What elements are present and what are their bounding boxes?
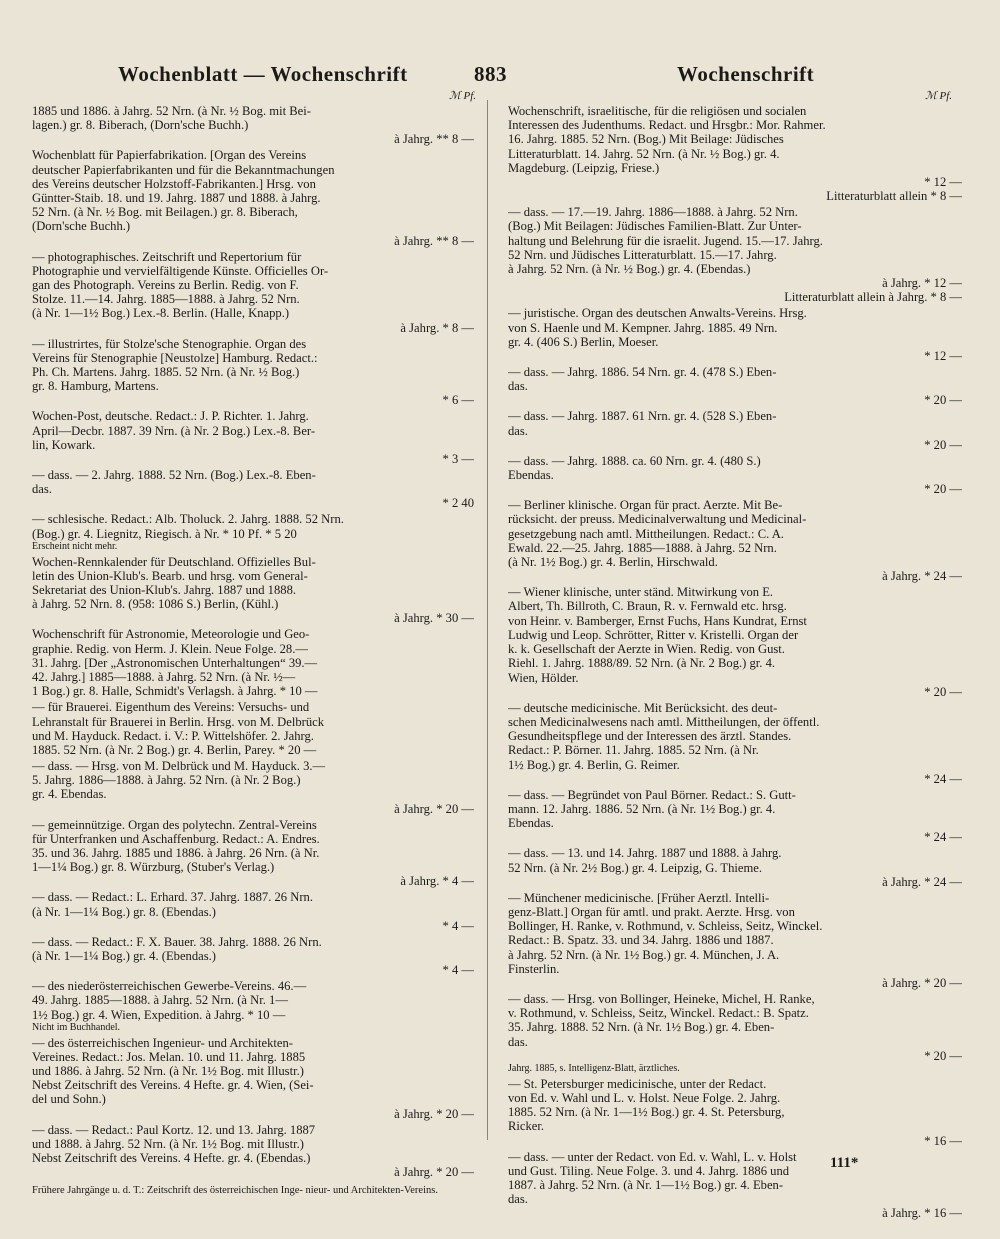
entry-line: haltung und Belehrung für die israelit. Jugend. 15.—17. Jahrg.	[508, 233, 823, 248]
entry-line: April—Decbr. 1887. 39 Nrn. (à Nr. 2 Bog.) Lex.-8. Ber-	[32, 423, 316, 438]
entry-line: Ph. Ch. Martens. Jahrg. 1885. 52 Nrn. (à Nr. ½ Bog.)	[32, 365, 300, 380]
catalog-entry	[508, 585, 962, 699]
entry-line: 52 Nrn. (à Nr. 2½ Bog.) gr. 4. Leipzig, G. Thieme.	[508, 860, 763, 875]
entry-note: Jahrg. 1885, s. Intelligenz-Blatt, ärztliches.	[508, 1062, 680, 1074]
entry-line: — schlesische. Redact.: Alb. Tholuck. 2. Jahrg. 1888. 52 Nrn.	[32, 512, 344, 527]
entry-line: — dass. — 17.—19. Jahrg. 1886—1888. à Jahrg. 52 Nrn.	[508, 205, 798, 220]
entry-price: à Jahrg. * 24 —	[882, 569, 962, 584]
entry-line: Bollinger, H. Ranke, v. Rothmund, v. Schleiss, Seitz, Winckel.	[508, 919, 823, 934]
entry-line: 52 Nrn. (à Nr. ½ Bog. mit Beilagen.) gr. 8. Biberach,	[32, 205, 298, 220]
entry-line: 1½ Bog.) gr. 4. Wien, Expedition. à Jahrg. * 10 —	[32, 1007, 286, 1022]
entry-line: lin, Kowark.	[32, 437, 96, 452]
entry-line: — deutsche medicinische. Mit Berücksicht. des deut-	[508, 700, 778, 715]
entry-line: 35. und 36. Jahrg. 1885 und 1886. à Jahrg. 26 Nrn. (à Nr.	[32, 845, 320, 860]
entry-line: — dass. — Jahrg. 1888. ca. 60 Nrn. gr. 4. (480 S.)	[508, 453, 761, 468]
entry-line: — gemeinnützige. Organ des polytechn. Zentral-Vereins	[32, 817, 317, 832]
entry-line: Vereins für Stenographie [Neustolze] Hamburg. Redact.:	[32, 350, 318, 365]
entry-line: — dass. — Hrsg. von Bollinger, Heineke, Michel, H. Ranke,	[508, 991, 815, 1006]
entry-line: Ebendas.	[508, 816, 554, 831]
entry-line: 1885 und 1886. à Jahrg. 52 Nrn. (à Nr. ½ Bog. mit Bei-	[32, 104, 311, 118]
entry-line: — dass. — Jahrg. 1887. 61 Nrn. gr. 4. (528 S.) Eben-	[508, 409, 777, 424]
entry-line: und Gust. Tiling. Neue Folge. 3. und 4. Jahrg. 1886 und	[508, 1163, 790, 1178]
catalog-entry	[32, 818, 474, 889]
catalog-entry	[508, 454, 962, 497]
entry-line: gesetzgebung nach amtl. Mittheilungen. Redact.: C. A.	[508, 526, 784, 541]
entry-note: Nicht im Buchhandel.	[32, 1021, 121, 1033]
entry-line: (à Nr. 1½ Bog.) gr. 4. Berlin, Hirschwald.	[508, 555, 718, 570]
catalog-entry	[32, 890, 474, 933]
entry-line: — St. Petersburger medicinische, unter der Redact.	[508, 1076, 767, 1091]
entry-line: à Jahrg. 52 Nrn. (à Nr. ½ Bog.) gr. 4. (Ebendas.)	[508, 262, 751, 277]
entry-line: von Heinr. v. Bamberger, Ernst Fuchs, Hans Kundrat, Ernst	[508, 613, 807, 628]
entry-line: gan des Photograph. Vereins zu Berlin. Redig. von F.	[32, 278, 299, 293]
running-head-left: Wochenblatt — Wochenschrift	[118, 62, 408, 86]
catalog-entry	[508, 409, 962, 452]
entry-line: Photographie und vervielfältigende Künste. Officielles Or-	[32, 263, 329, 278]
entry-line: und M. Hayduck. Redact. i. V.: P. Wittelshöfer. 2. Jahrg.	[32, 728, 314, 743]
entry-price: à Jahrg. * 24 —	[882, 874, 962, 889]
entry-line: und 1886. à Jahrg. 52 Nrn. (à Nr. 1½ Bog. mit Illustr.)	[32, 1063, 304, 1078]
entry-price: * 12 —	[924, 175, 962, 190]
entry-line: das.	[508, 1192, 528, 1207]
catalog-entry	[508, 992, 962, 1075]
entry-line: (à Nr. 1—1½ Bog.) Lex.-8. Berlin. (Halle, Knapp.)	[32, 306, 290, 321]
entry-line: Interessen des Judenthums. Redact. und Hrsgbr.: Mor. Rahmer.	[508, 118, 826, 133]
catalog-entry	[32, 337, 474, 408]
entry-price: * 24 —	[924, 830, 962, 845]
entry-line: des Vereins deutscher Holzstoff-Fabrikanten.] Hrsg. von	[32, 176, 316, 191]
catalog-entry	[508, 205, 962, 304]
entry-line: — dass. — Redact.: F. X. Bauer. 38. Jahrg. 1888. 26 Nrn.	[32, 934, 322, 949]
entry-line: à Jahrg. 52 Nrn. 8. (958: 1086 S.) Berlin, (Kühl.)	[32, 597, 279, 612]
entry-line: gr. 4. Ebendas.	[32, 787, 107, 802]
entry-line: — des österreichischen Ingenieur- und Architekten-	[32, 1035, 293, 1050]
signature-mark: 111*	[830, 1155, 859, 1171]
entry-line: Wochen-Rennkalender für Deutschland. Offizielles Bul-	[32, 554, 316, 569]
catalog-entry	[32, 1036, 474, 1121]
footnote: Frühere Jahrgänge u. d. T.: Zeitschrift des österreichischen Inge- nieur- und Architekten-Vereins.	[32, 1185, 438, 1197]
entry-price: à Jahrg. * 20 —	[394, 1165, 474, 1180]
right-column	[508, 104, 962, 1222]
entry-price: * 16 —	[924, 1133, 962, 1148]
entry-line: — Berliner klinische. Organ für pract. Aerzte. Mit Be-	[508, 498, 783, 513]
entry-line: 31. Jahrg. [Der „Astronomischen Unterhaltungen“ 39.—	[32, 655, 318, 670]
entry-line: — illustrirtes, für Stolze'sche Stenographie. Organ des	[32, 336, 307, 351]
entry-note: Erscheint nicht mehr.	[32, 540, 118, 552]
left-column	[32, 104, 474, 1198]
entry-line: Nebst Zeitschrift des Vereins. 4 Hefte. gr. 4. Wien, (Sei-	[32, 1078, 314, 1093]
entry-price: à Jahrg. * 20 —	[394, 1106, 474, 1121]
catalog-entry	[508, 498, 962, 583]
catalog-entry	[32, 979, 474, 1034]
entry-line: — des niederösterreichischen Gewerbe-Vereins. 46.—	[32, 979, 307, 994]
entry-line: gr. 8. Hamburg, Martens.	[32, 379, 159, 394]
entry-price: à Jahrg. ** 8 —	[394, 132, 474, 147]
entry-line: das.	[32, 482, 52, 497]
entry-line: — dass. — Redact.: L. Erhard. 37. Jahrg. 1887. 26 Nrn.	[32, 890, 313, 905]
entry-price: à Jahrg. * 16 —	[882, 1206, 962, 1221]
entry-line: deutscher Papierfabrikanten und für die Bekanntmachungen	[32, 162, 335, 177]
catalog-entry	[32, 700, 474, 757]
entry-line: lagen.) gr. 8. Biberach, (Dorn'sche Buchh.)	[32, 118, 249, 133]
currency-heading-left: ℳ Pf.	[449, 90, 477, 102]
entry-line: Redact.: P. Börner. 11. Jahrg. 1885. 52 Nrn. (à Nr.	[508, 743, 759, 758]
entry-line: das.	[508, 379, 528, 394]
entry-line: v. Rothmund, v. Schleiss, Seitz, Winckel. Redact.: B. Spatz.	[508, 1006, 809, 1021]
entry-line: — dass. — Jahrg. 1886. 54 Nrn. gr. 4. (478 S.) Eben-	[508, 365, 777, 380]
entry-line: — für Brauerei. Eigenthum des Vereins: Versuchs- und	[32, 700, 310, 715]
entry-line: Nebst Zeitschrift des Vereins. 4 Hefte. gr. 4. (Ebendas.)	[32, 1150, 311, 1165]
catalog-entry	[508, 1077, 962, 1148]
entry-line: und 1888. à Jahrg. 52 Nrn. (à Nr. 1½ Bog. mit Illustr.)	[32, 1136, 304, 1151]
catalog-entry	[32, 104, 474, 147]
catalog-entry	[32, 627, 474, 698]
catalog-entry	[32, 1123, 474, 1180]
entry-price: à Jahrg. * 8 —	[400, 320, 474, 335]
entry-price: * 20 —	[924, 393, 962, 408]
entry-price: * 20 —	[924, 1048, 962, 1063]
entry-line: Albert, Th. Billroth, C. Braun, R. v. Fernwald etc. hrsg.	[508, 599, 787, 614]
entry-price: à Jahrg. * 4 —	[400, 874, 474, 889]
running-head-right: Wochenschrift	[677, 62, 815, 86]
entry-price: * 24 —	[924, 771, 962, 786]
entry-extra-price: Litteraturblatt allein à Jahrg. * 8 —	[784, 290, 962, 305]
catalog-entry	[32, 409, 474, 466]
entry-price: à Jahrg. * 30 —	[394, 611, 474, 626]
catalog-entry	[508, 701, 962, 786]
entry-line: — dass. — Redact.: Paul Kortz. 12. und 13. Jahrg. 1887	[32, 1122, 316, 1137]
catalog-entry	[508, 365, 962, 408]
entry-line: 1887. à Jahrg. 52 Nrn. (à Nr. 1—1½ Bog.) gr. 4. Eben-	[508, 1177, 784, 1192]
entry-line: (à Nr. 1—1¼ Bog.) gr. 4. (Ebendas.)	[32, 948, 216, 963]
entry-line: Wochenschrift für Astronomie, Meteorologie und Geo-	[32, 627, 310, 642]
entry-line: — Münchener medicinische. [Früher Aerztl. Intelli-	[508, 890, 770, 905]
entry-line: — dass. — 2. Jahrg. 1888. 52 Nrn. (Bog.) Lex.-8. Eben-	[32, 468, 316, 483]
entry-line: Ebendas.	[508, 468, 554, 483]
entry-line: Ewald. 22.—25. Jahrg. 1885—1888. à Jahrg. 52 Nrn.	[508, 540, 777, 555]
currency-heading-right: ℳ Pf.	[925, 90, 953, 102]
entry-line: Güntter-Staib. 18. und 19. Jahrg. 1887 und 1888. à Jahrg.	[32, 191, 321, 206]
entry-line: Wochenblatt für Papierfabrikation. [Organ des Vereins	[32, 148, 307, 163]
entry-line: (Bog.) Mit Beilagen: Jüdisches Familien-Blatt. Zur Unter-	[508, 219, 802, 234]
entry-line: 1 Bog.) gr. 8. Halle, Schmidt's Verlagsh. à Jahrg. * 10 —	[32, 684, 318, 699]
entry-line: Ricker.	[508, 1119, 545, 1134]
entry-line: von S. Haenle und M. Kempner. Jahrg. 1885. 49 Nrn.	[508, 320, 778, 335]
catalog-entry	[32, 555, 474, 626]
entry-line: 52 Nrn. und Jüdisches Litteraturblatt. 15.—17. Jahrg.	[508, 247, 777, 262]
catalog-entry	[32, 512, 474, 552]
entry-line: — dass. — Begründet von Paul Börner. Redact.: S. Gutt-	[508, 787, 796, 802]
entry-line: — dass. — Hrsg. von M. Delbrück und M. Hayduck. 3.—	[32, 758, 326, 773]
entry-line: Ludwig und Leop. Schrötter, Ritter v. Kristelli. Organ der	[508, 627, 799, 642]
entry-line: 1885. 52 Nrn. (à Nr. 2 Bog.) gr. 4. Berlin, Parey. * 20 —	[32, 742, 317, 757]
entry-line: das.	[508, 423, 528, 438]
catalog-entry	[508, 891, 962, 990]
entry-line: schen Medicinalwesens nach amtl. Mittheilungen, der öffentl.	[508, 714, 820, 729]
entry-line: — juristische. Organ des deutschen Anwalts-Vereins. Hrsg.	[508, 306, 807, 321]
entry-line: Gesundheitspflege und der Interessen des ärztl. Standes.	[508, 729, 792, 744]
catalog-entry	[508, 1150, 962, 1221]
entry-price: à Jahrg. * 12 —	[882, 276, 962, 291]
catalog-entry	[508, 104, 962, 203]
catalog-entry	[508, 788, 962, 845]
column-divider	[487, 100, 488, 1140]
entry-line: k. k. Gesellschaft der Aerzte in Wien. Redig. von Gust.	[508, 642, 785, 657]
catalog-entry	[508, 846, 962, 889]
entry-line: Magdeburg. (Leipzig, Friese.)	[508, 160, 660, 175]
entry-price: à Jahrg. ** 8 —	[394, 233, 474, 248]
entry-line: Wien, Hölder.	[508, 670, 579, 685]
entry-line: Wochenschrift, israelitische, für die religiösen und socialen	[508, 104, 807, 118]
entry-price: * 3 —	[442, 452, 474, 467]
entry-line: (à Nr. 1—1¼ Bog.) gr. 8. (Ebendas.)	[32, 904, 216, 919]
entry-line: à Jahrg. 52 Nrn. (à Nr. 1½ Bog.) gr. 4. München, J. A.	[508, 947, 780, 962]
entry-line: Vereines. Redact.: Jos. Melan. 10. und 11. Jahrg. 1885	[32, 1049, 306, 1064]
page-number: 883	[474, 62, 507, 86]
entry-price: * 2 40	[442, 496, 474, 511]
entry-line: — dass. — 13. und 14. Jahrg. 1887 und 1888. à Jahrg.	[508, 846, 782, 861]
entry-extra-price: Litteraturblatt allein * 8 —	[826, 189, 962, 204]
entry-price: * 12 —	[924, 349, 962, 364]
entry-line: graphie. Redig. von Herm. J. Klein. Neue Folge. 28.—	[32, 641, 308, 656]
entry-line: Riehl. 1. Jahrg. 1888/89. 52 Nrn. (à Nr. 2 Bog.) gr. 4.	[508, 656, 776, 671]
catalog-entry	[32, 148, 474, 247]
entry-price: * 4 —	[442, 918, 474, 933]
catalog-entry	[508, 306, 962, 363]
entry-price: à Jahrg. * 20 —	[394, 801, 474, 816]
entry-line: gr. 4. (406 S.) Berlin, Moeser.	[508, 334, 659, 349]
entry-line: — photographisches. Zeitschrift und Repertorium für	[32, 249, 302, 264]
catalog-entry	[32, 468, 474, 511]
entry-price: * 20 —	[924, 482, 962, 497]
entry-line: (Bog.) gr. 4. Liegnitz, Riegisch. à Nr. * 10 Pf. * 5 20	[32, 526, 297, 541]
entry-price: * 4 —	[442, 963, 474, 978]
entry-line: Lehranstalt für Brauerei in Berlin. Hrsg. von M. Delbrück	[32, 714, 325, 729]
entry-line: für Unterfranken und Aschaffenburg. Redact.: A. Endres.	[32, 831, 320, 846]
entry-line: Redact.: B. Spatz. 33. und 34. Jahrg. 1886 und 1887.	[508, 933, 774, 948]
entry-line: letin des Union-Klub's. Bearb. und hrsg. vom General-	[32, 568, 308, 583]
entry-price: à Jahrg. * 20 —	[882, 975, 962, 990]
entry-line: von Ed. v. Wahl und L. v. Holst. Neue Folge. 2. Jahrg.	[508, 1090, 781, 1105]
entry-price: * 20 —	[924, 684, 962, 699]
entry-line: — Wiener klinische, unter ständ. Mitwirkung von E.	[508, 585, 774, 600]
entry-price: * 20 —	[924, 437, 962, 452]
entry-line: genz-Blatt.] Organ für amtl. und prakt. Aerzte. Hrsg. von	[508, 904, 795, 919]
entry-price: * 6 —	[442, 393, 474, 408]
entry-line: Finsterlin.	[508, 961, 560, 976]
entry-line: 1½ Bog.) gr. 4. Berlin, G. Reimer.	[508, 757, 680, 772]
entry-line: 49. Jahrg. 1885—1888. à Jahrg. 52 Nrn. (à Nr. 1—	[32, 993, 288, 1008]
catalog-entry	[32, 250, 474, 335]
entry-line: 1885. 52 Nrn. (à Nr. 1—1½ Bog.) gr. 4. St. Petersburg,	[508, 1105, 785, 1120]
entry-line: 42. Jahrg.] 1885—1888. à Jahrg. 52 Nrn. (à Nr. ½—	[32, 670, 296, 685]
entry-line: Litteraturblatt. 14. Jahrg. 52 Nrn. (à Nr. ½ Bog.) gr. 4.	[508, 146, 780, 161]
entry-line: Stolze. 11.—14. Jahrg. 1885—1888. à Jahrg. 52 Nrn.	[32, 292, 300, 307]
catalog-entry	[32, 935, 474, 978]
entry-line: rücksicht. der preuss. Medicinalverwaltung und Medicinal-	[508, 512, 807, 527]
entry-line: 5. Jahrg. 1886—1888. à Jahrg. 52 Nrn. (à Nr. 2 Bog.)	[32, 773, 301, 788]
entry-line: 35. Jahrg. 1888. 52 Nrn. (à Nr. 1½ Bog.) gr. 4. Eben-	[508, 1020, 775, 1035]
entry-line: 16. Jahrg. 1885. 52 Nrn. (Bog.) Mit Beilage: Jüdisches	[508, 132, 784, 147]
entry-line: das.	[508, 1034, 528, 1049]
entry-line: — dass. — unter der Redact. von Ed. v. Wahl, L. v. Holst	[508, 1149, 797, 1164]
entry-line: 1—1¼ Bog.) gr. 8. Würzburg, (Stuber's Verlag.)	[32, 860, 275, 875]
entry-line: mann. 12. Jahrg. 1886. 52 Nrn. (à Nr. 1½ Bog.) gr. 4.	[508, 801, 776, 816]
entry-line: Wochen-Post, deutsche. Redact.: J. P. Richter. 1. Jahrg.	[32, 409, 309, 424]
catalog-entry	[32, 759, 474, 816]
entry-line: del und Sohn.)	[32, 1092, 106, 1107]
entry-line: (Dorn'sche Buchh.)	[32, 219, 131, 234]
entry-line: Sekretariat des Union-Klub's. Jahrg. 1887 und 1888.	[32, 583, 297, 598]
